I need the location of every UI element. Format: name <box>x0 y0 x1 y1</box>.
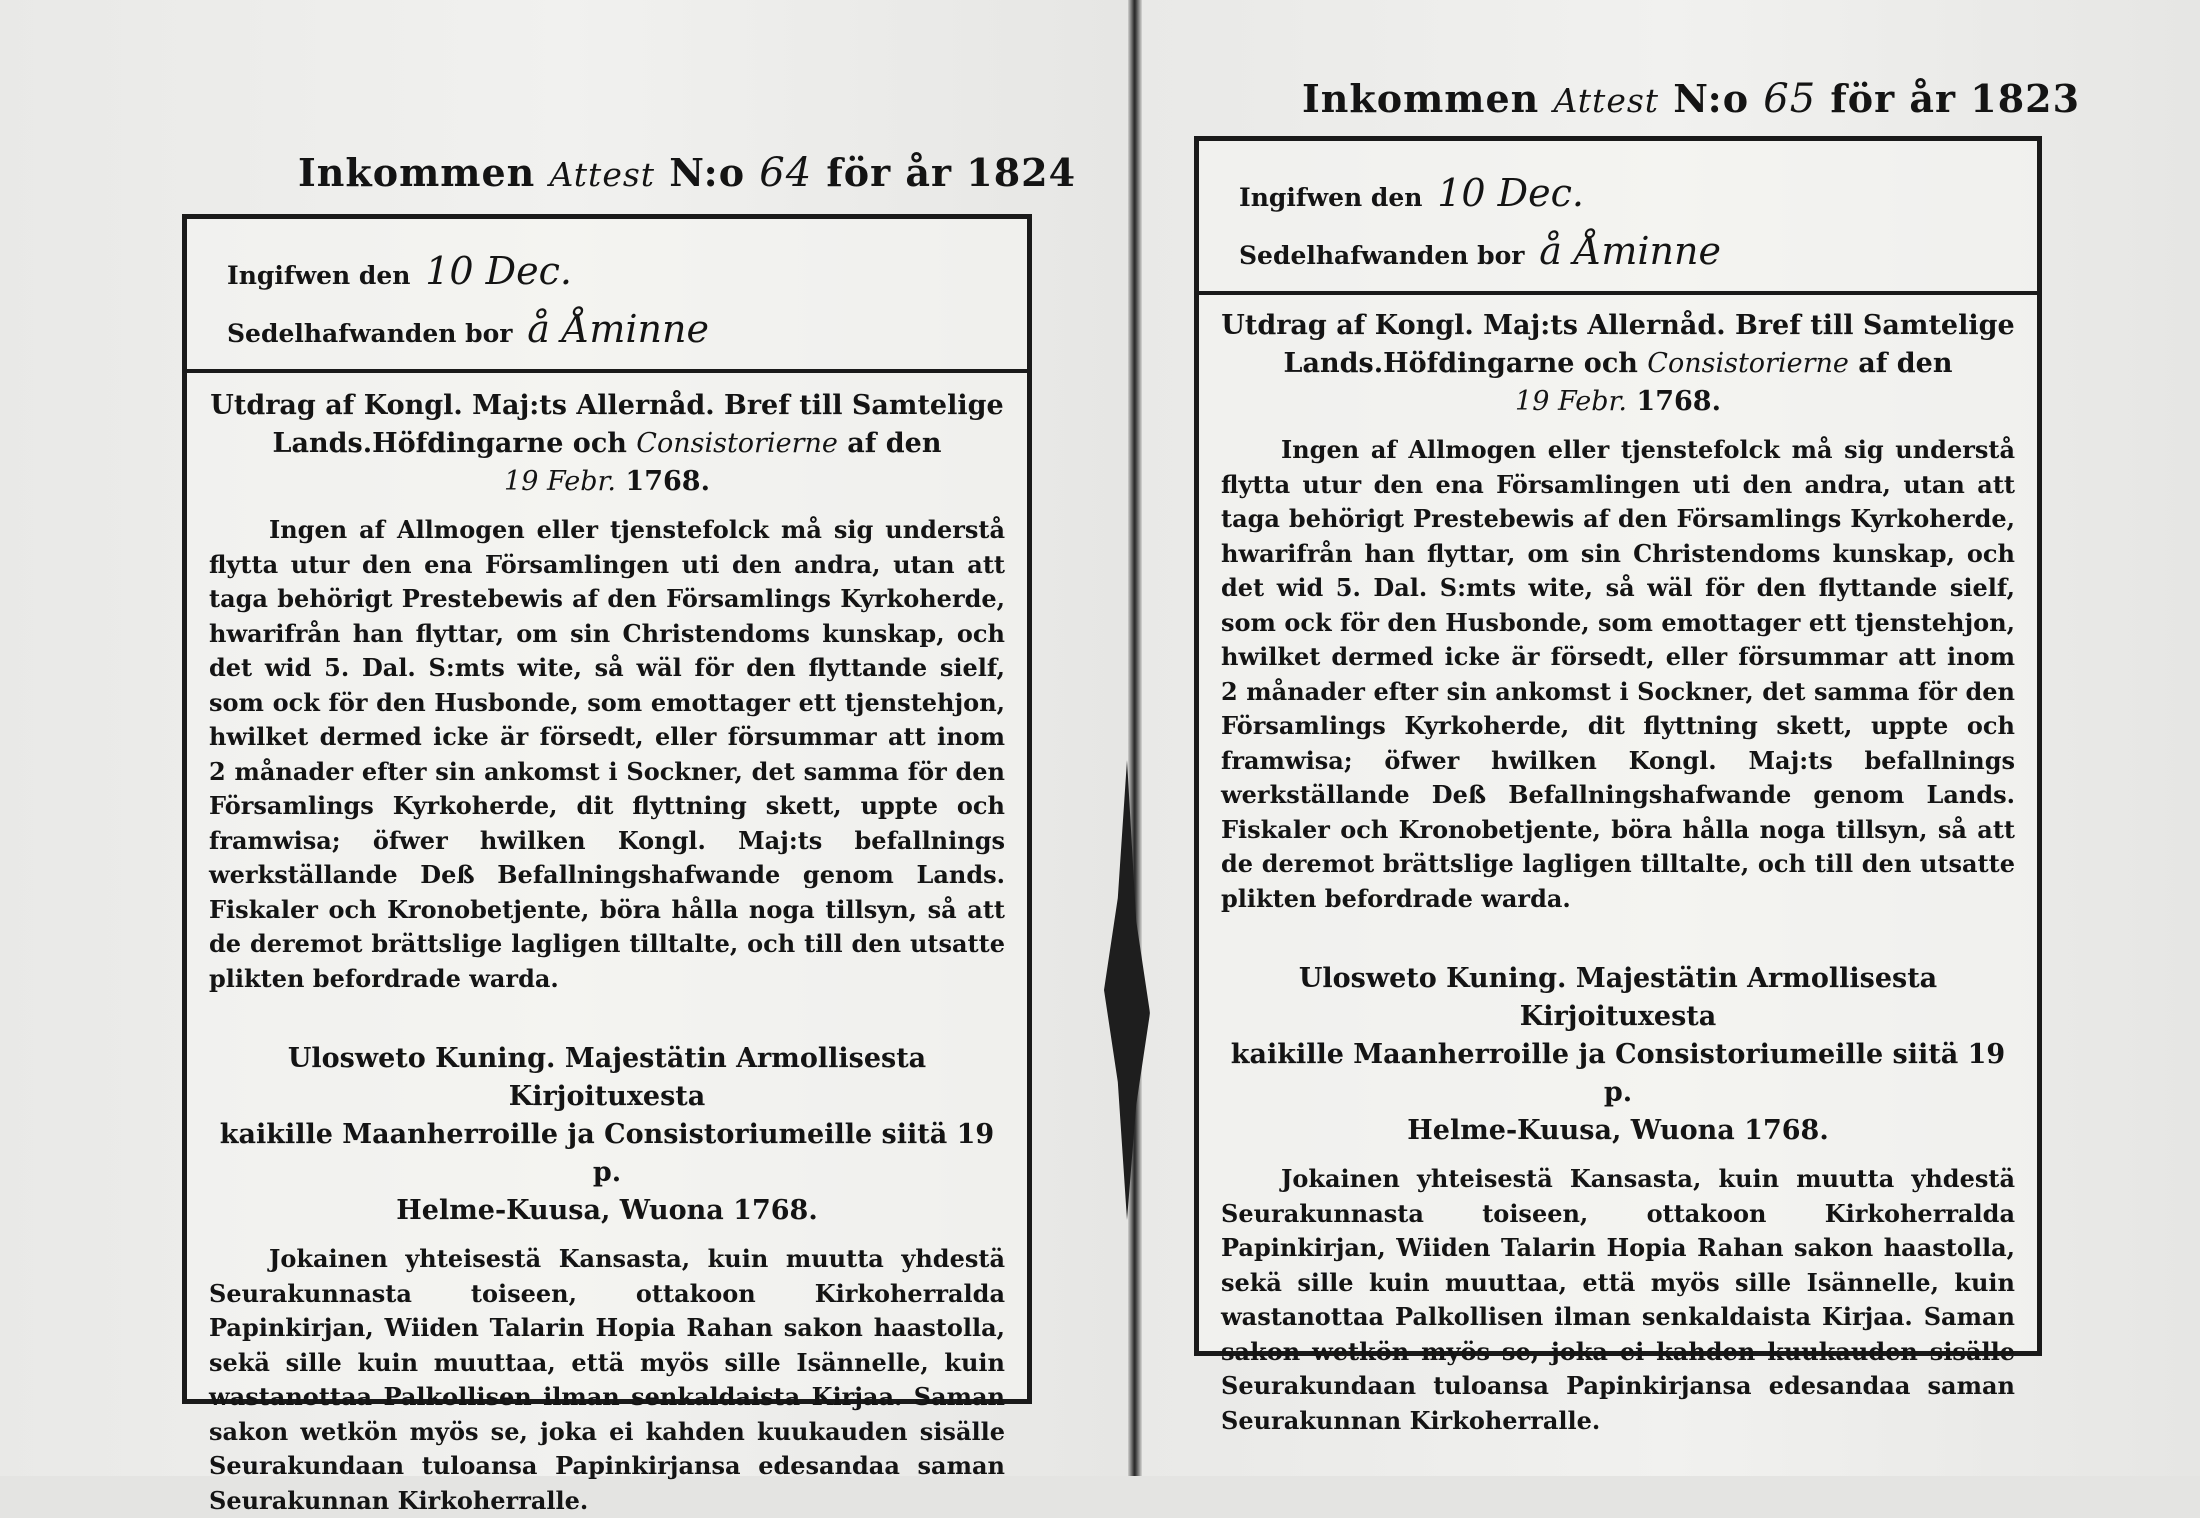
title-line-3 <box>209 463 1005 501</box>
title-line-2-post: af den <box>1858 348 1953 379</box>
left-finnish-title <box>209 1040 1005 1230</box>
ingifwen-label: Ingifwen den <box>1239 183 1423 212</box>
right-finnish-body: Jokainen yhteisestä Kansasta, kuin muutta yhdestä Seurakunnasta toiseen, ottakoon Kirkoherralda Papinkirjan, Wiiden Talarin Hopia Rahan sakon haastolla, sekä sille kuin muuttaa, että myös sille Isännelle, kuin wastanottaa Palkollisen ilman senkaldaista Kirjaa. Saman sakon wetkön myös se, joka ei kahden kuukauden sisälle Seurakundaan tuloansa Papinkirjansa edesandaa saman Seurakunnan Kirkoherralle. <box>1221 1164 2015 1435</box>
book-gutter <box>1128 0 1142 1476</box>
title-line-3-ital: 19 Febr. <box>504 466 617 497</box>
sedel-value: å Åminne <box>1539 229 1721 273</box>
fi-title-line-2: kaikille Maanherroille ja Consistoriumeille siitä 19 p. <box>1230 1039 2006 1108</box>
ingifwen-value: 10 Dec. <box>1437 171 1584 215</box>
title-line-1: Utdrag af Kongl. Maj:ts Allernåd. Bref till Samtelige <box>210 390 1004 421</box>
heading-for-year: för år <box>1830 76 1957 121</box>
title-line-2 <box>209 425 1005 463</box>
left-header-box <box>187 219 1027 373</box>
sedel-value: å Åminne <box>527 307 709 351</box>
title-line-2-ital: Consistorierne <box>636 428 838 459</box>
fi-title-line-3: Helme-Kuusa, Wuona 1768. <box>1407 1115 1829 1146</box>
title-line-3 <box>1221 383 2015 421</box>
fi-title-line-1: Ulosweto Kuning. Majestätin Armollisesta Kirjoituxesta <box>287 1043 927 1112</box>
heading-number: 65 <box>1763 76 1817 122</box>
heading-year: 1823 <box>1970 76 2081 121</box>
right-sedelhafwanden <box>1239 229 1721 273</box>
sedel-label: Sedelhafwanden bor <box>227 319 513 348</box>
fi-title-line-3: Helme-Kuusa, Wuona 1768. <box>396 1195 818 1226</box>
heading-year: 1824 <box>966 150 1077 195</box>
title-line-3-post: 1768. <box>625 466 710 497</box>
right-content <box>1221 307 2015 1438</box>
title-line-3-ital: 19 Febr. <box>1515 386 1628 417</box>
left-content <box>209 387 1005 1518</box>
right-header-box <box>1199 141 2037 295</box>
heading-no-label: N:o <box>669 150 746 195</box>
sedel-label: Sedelhafwanden bor <box>1239 241 1525 270</box>
heading-for-year: för år <box>826 150 953 195</box>
heading-no-label: N:o <box>1673 76 1750 121</box>
right-swedish-body: Ingen af Allmogen eller tjenstefolck må sig understå flytta utur den ena Församlingen uti den andra, utan att taga behörigt Prestebewis af den Församlings Kyrkoherde, hwarifrån han flyttar, om sin Christendoms kunskap, och det wid 5. Dal. S:mts wite, så wäl för den flyttande sielf, som ock för den Husbonde, som emottager ett tjenstehjon, hwilket dermed icke är försedt, eller försummar att inom 2 månader efter sin ankomst i Sockner, det samma för den Församlings Kyrkoherde, dit flyttning skett, uppte och framwisa; öfwer hwilken Kongl. Maj:ts befallnings werkställande Deß Befallningshafwande genom Lands. Fiskaler och Kronobetjente, böra hålla noga tillsyn, så att de deremot brättslige lagligen tilltalte, och till den utsatte plikten befordrade warda. <box>1221 435 2015 913</box>
heading-attest: Attest <box>1553 81 1660 120</box>
title-line-1: Utdrag af Kongl. Maj:ts Allernåd. Bref till Samtelige <box>1221 310 2015 341</box>
ingifwen-label: Ingifwen den <box>227 261 411 290</box>
title-line-2-post: af den <box>847 428 942 459</box>
title-line-3-post: 1768. <box>1636 386 1721 417</box>
right-swedish-title <box>1221 307 2015 421</box>
left-swedish-title <box>209 387 1005 501</box>
title-line-2-pre: Lands.Höfdingarne och <box>272 428 627 459</box>
heading-attest: Attest <box>549 155 656 194</box>
left-heading <box>298 150 1076 196</box>
fi-title-line-1: Ulosweto Kuning. Majestätin Armollisesta Kirjoituxesta <box>1298 963 1938 1032</box>
right-ingifwen <box>1239 171 1584 215</box>
ingifwen-value: 10 Dec. <box>425 249 572 293</box>
left-ingifwen <box>227 249 572 293</box>
heading-number: 64 <box>759 150 813 196</box>
title-line-2-pre: Lands.Höfdingarne och <box>1283 348 1638 379</box>
left-swedish-body: Ingen af Allmogen eller tjenstefolck må sig understå flytta utur den ena Församlingen uti den andra, utan att taga behörigt Prestebewis af den Församlings Kyrkoherde, hwarifrån han flyttar, om sin Christendoms kunskap, och det wid 5. Dal. S:mts wite, så wäl för den flyttande sielf, som ock för den Husbonde, som emottager ett tjenstehjon, hwilket dermed icke är försedt, eller försummar att inom 2 månader efter sin ankomst i Sockner, det samma för den Församlings Kyrkoherde, dit flyttning skett, uppte och framwisa; öfwer hwilken Kongl. Maj:ts befallnings werkställande Deß Befallningshafwande genom Lands. Fiskaler och Kronobetjente, böra hålla noga tillsyn, så att de deremot brättslige lagligen tilltalte, och till den utsatte plikten befordrade warda. <box>209 515 1005 993</box>
title-line-2 <box>1221 345 2015 383</box>
left-certificate <box>182 214 1032 1515</box>
fi-title-line-2: kaikille Maanherroille ja Consistoriumeille siitä 19 p. <box>219 1119 995 1188</box>
right-finnish-title <box>1221 960 2015 1150</box>
left-finnish-body: Jokainen yhteisestä Kansasta, kuin muutta yhdestä Seurakunnasta toiseen, ottakoon Kirkoherralda Papinkirjan, Wiiden Talarin Hopia Rahan sakon haastolla, sekä sille kuin muuttaa, että myös sille Isännelle, kuin wastanottaa Palkollisen ilman senkaldaista Kirjaa. Saman sakon wetkön myös se, joka ei kahden kuukauden sisälle Seurakundaan tuloansa Papinkirjansa edesandaa saman Seurakunnan Kirkoherralle. <box>209 1244 1005 1515</box>
left-sedelhafwanden <box>227 307 709 351</box>
heading-prefix: Inkommen <box>298 150 536 195</box>
title-line-2-ital: Consistorierne <box>1647 348 1849 379</box>
heading-prefix: Inkommen <box>1302 76 1540 121</box>
right-certificate <box>1194 136 2042 1435</box>
right-heading <box>1302 76 2080 122</box>
